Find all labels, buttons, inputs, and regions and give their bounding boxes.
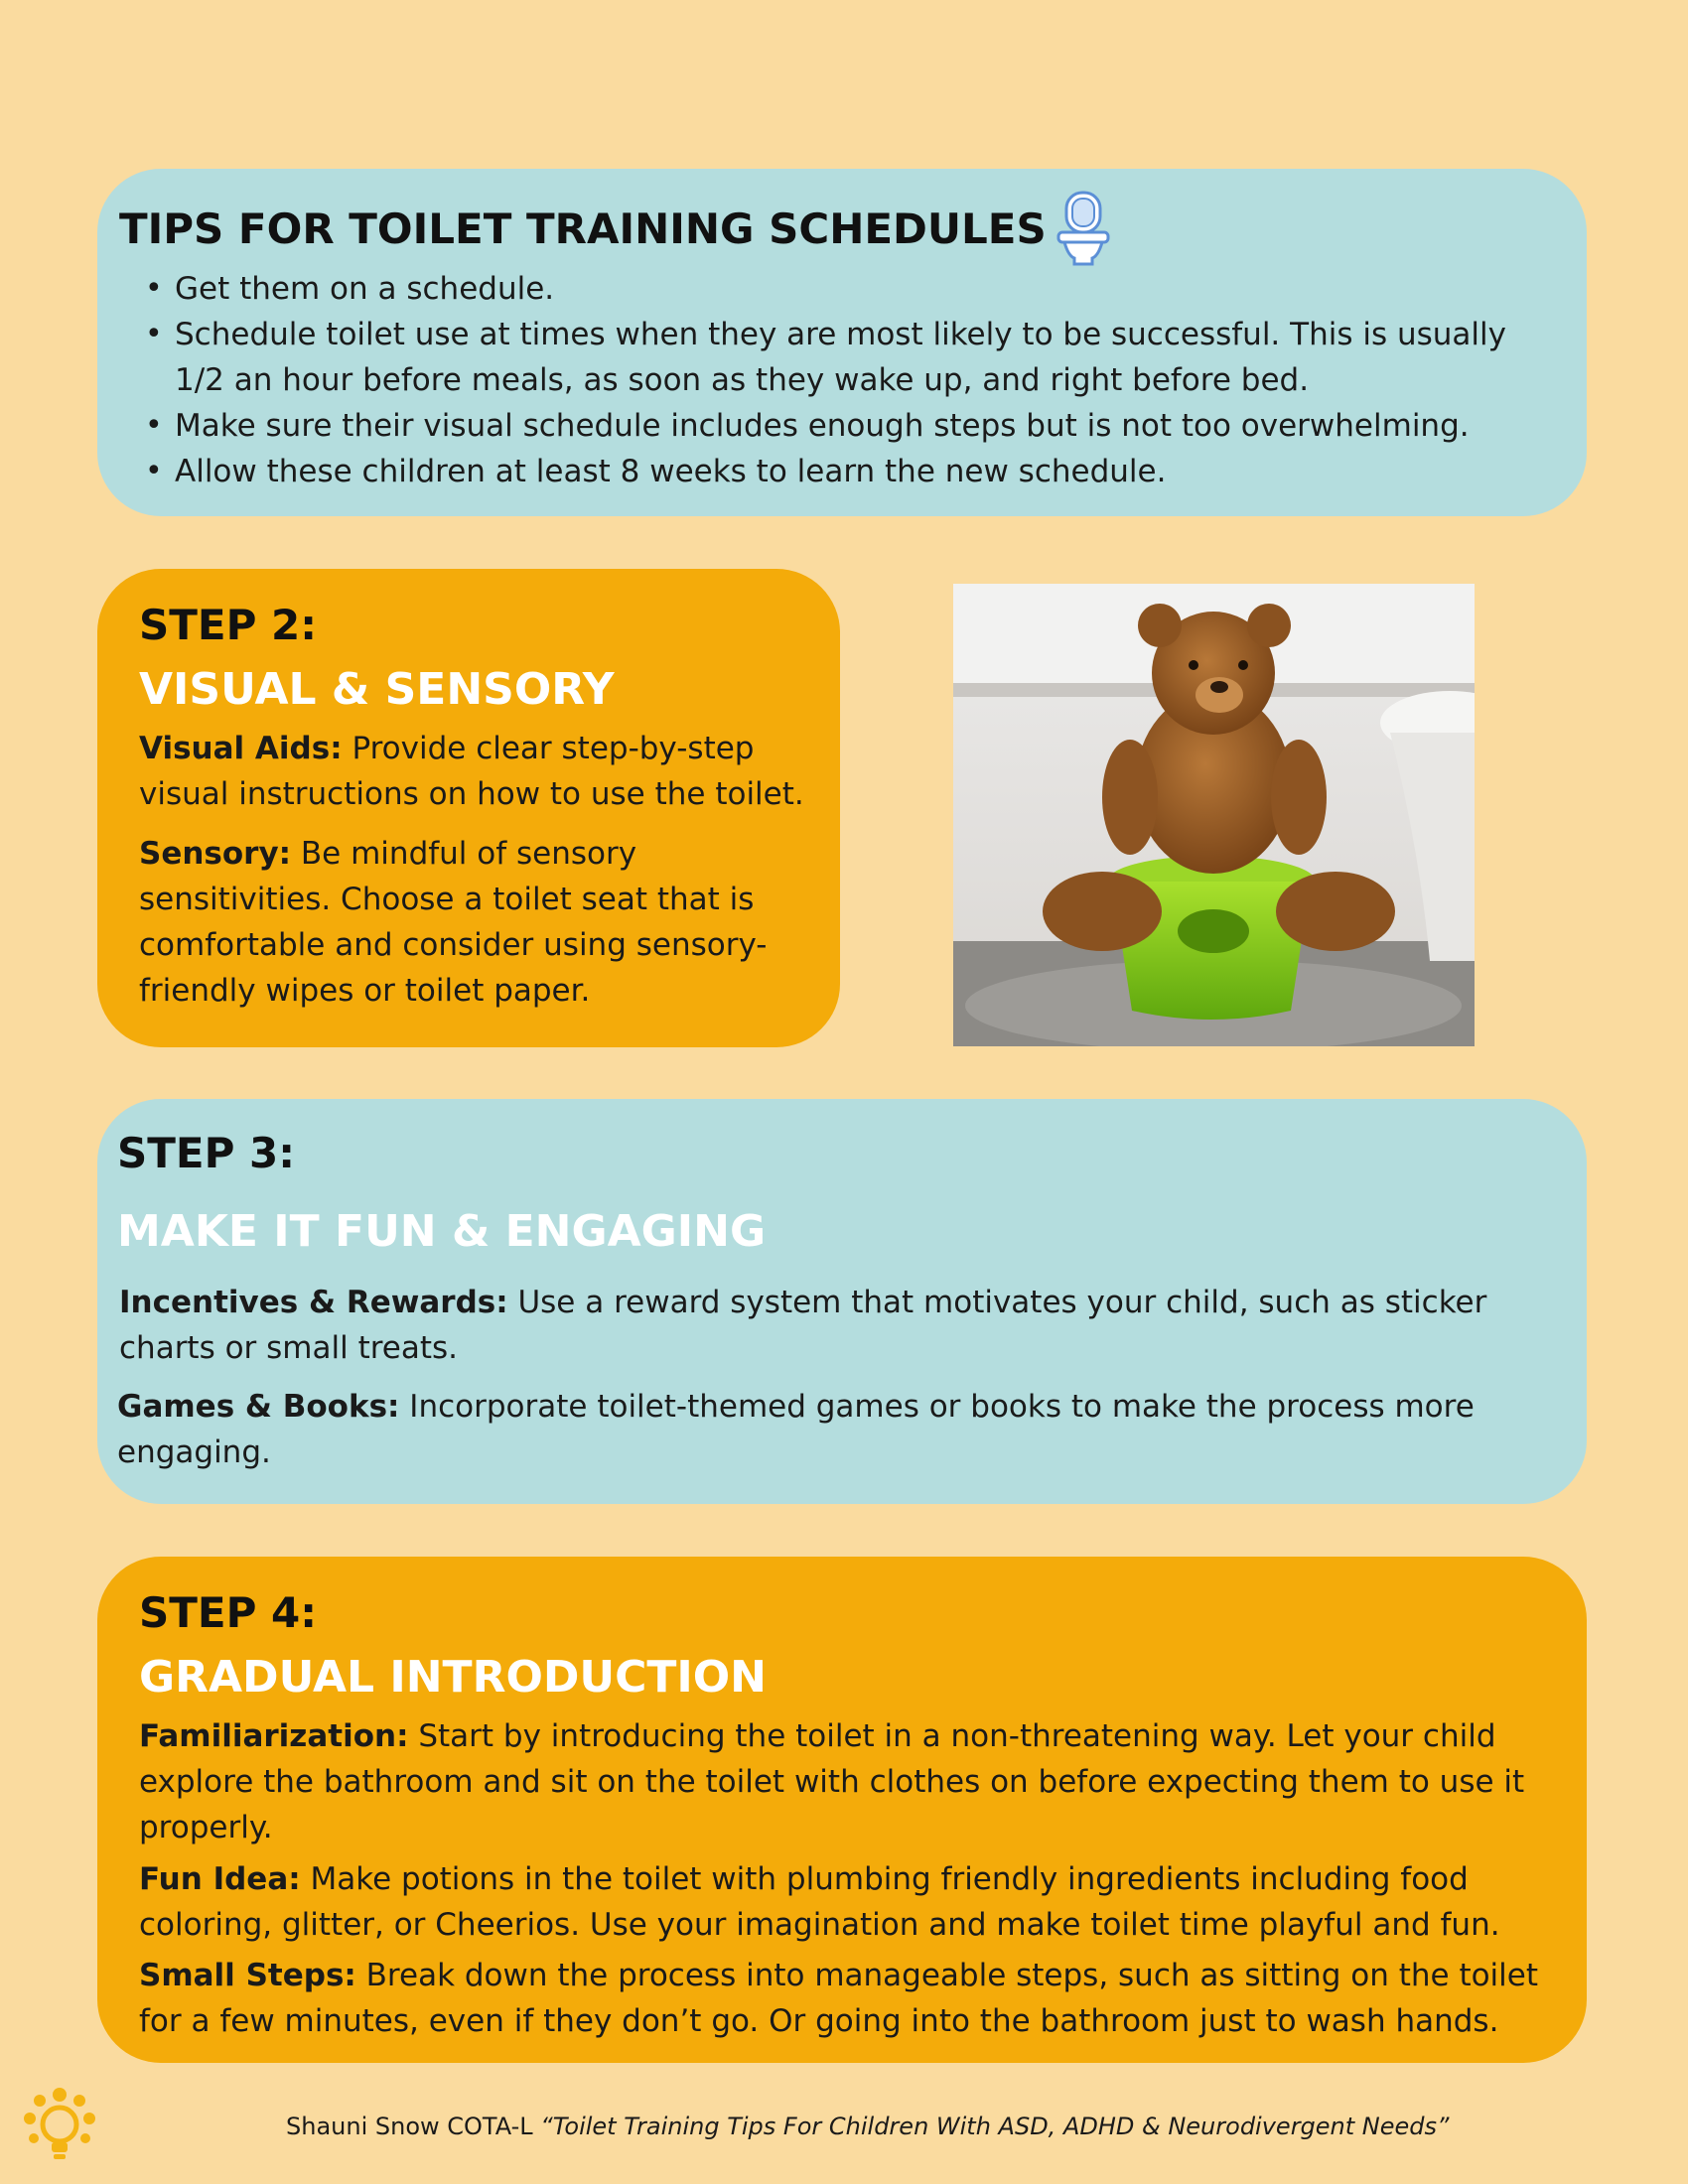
step3-card (97, 1099, 1587, 1504)
schedule-tips-list (119, 266, 1549, 494)
step3-label: STEP 3: (117, 1129, 296, 1177)
schedule-tips-card (97, 169, 1587, 516)
step4-fun-idea (139, 1856, 1559, 1948)
list-item: • Schedule toilet use at times when they are most likely to be successful. This is usually 1/2 an hour before meals, as soon as they wake up, and right before bed. (119, 312, 1549, 403)
step2-title: VISUAL & SENSORY (139, 664, 615, 715)
fun-idea-label: Fun Idea: (139, 1861, 301, 1897)
fun-idea-text: Make potions in the toilet with plumbing friendly ingredients including food coloring, glitter, or Cheerios. Use your imagination and make toilet time playful and fun. (139, 1861, 1500, 1943)
toilet-icon (1051, 189, 1116, 268)
list-item: • Make sure their visual schedule includes enough steps but is not too overwhelming. (119, 403, 1549, 449)
step4-familiarization (139, 1713, 1559, 1850)
familiarization-label: Familiarization: (139, 1718, 409, 1754)
familiarization-text: Start by introducing the toilet in a non-threatening way. Let your child explore the bathroom and sit on the toilet with clothes on before expecting them to use it properly. (139, 1718, 1525, 1845)
step4-small-steps (139, 1953, 1559, 2044)
teddy-bear-on-potty-photo (953, 584, 1475, 1046)
step2-card (97, 569, 840, 1047)
lightbulb-logo-icon (20, 2085, 99, 2164)
visual-aids-text: Provide clear step-by-step visual instructions on how to use the toilet. (139, 731, 804, 812)
incentives-label: Incentives & Rewards: (119, 1285, 508, 1320)
step3-games (117, 1384, 1557, 1475)
footer-author: Shauni Snow COTA-L (286, 2113, 541, 2140)
sensory-text: Be mindful of sensory sensitivities. Choose a toilet seat that is comfortable and consider using sensory-friendly wipes or toilet paper. (139, 836, 768, 1009)
step4-title: GRADUAL INTRODUCTION (139, 1652, 768, 1703)
footer-title: “Toilet Training Tips For Children With ASD, ADHD & Neurodivergent Needs” (540, 2113, 1450, 2140)
step2-label: STEP 2: (139, 601, 318, 649)
visual-aids-label: Visual Aids: (139, 731, 343, 766)
step4-card (97, 1557, 1587, 2063)
games-label: Games & Books: (117, 1389, 400, 1425)
step2-visual-aids (139, 726, 814, 817)
step3-incentives (119, 1280, 1559, 1371)
step2-sensory (139, 831, 814, 1014)
schedule-title: TIPS FOR TOILET TRAINING SCHEDULES (119, 205, 1047, 253)
list-item: • Allow these children at least 8 weeks to learn the new schedule. (119, 449, 1549, 494)
step4-label: STEP 4: (139, 1588, 318, 1637)
games-text: Incorporate toilet-themed games or books to make the process more engaging. (117, 1389, 1475, 1470)
sensory-label: Sensory: (139, 836, 292, 872)
small-steps-label: Small Steps: (139, 1958, 356, 1993)
incentives-text: Use a reward system that motivates your child, such as sticker charts or small treats. (119, 1285, 1487, 1366)
list-item: • Get them on a schedule. (119, 266, 1549, 312)
small-steps-text: Break down the process into manageable steps, such as sitting on the toilet for a few minutes, even if they don’t go. Or going into the bathroom just to wash hands. (139, 1958, 1539, 2039)
footer-citation (286, 2113, 1449, 2140)
step3-title: MAKE IT FUN & ENGAGING (117, 1206, 767, 1257)
